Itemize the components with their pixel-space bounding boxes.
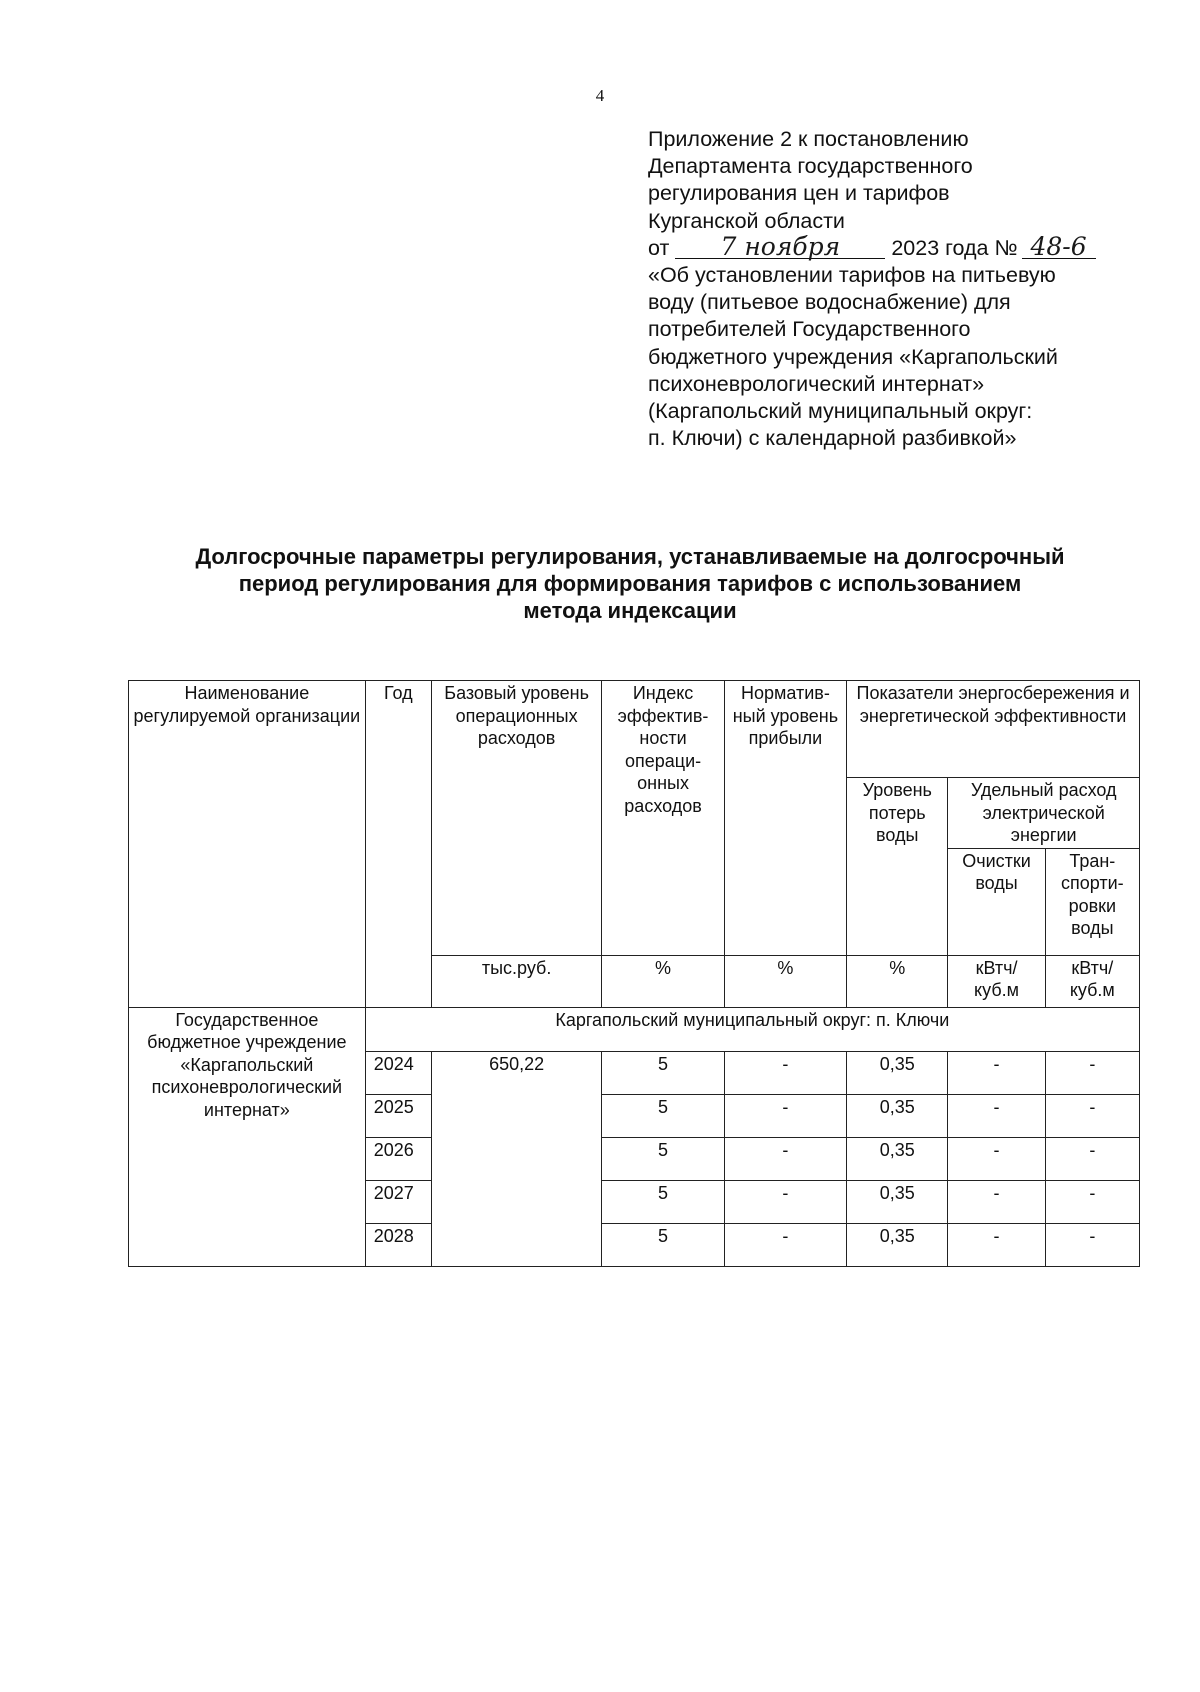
title-line: метода индексации xyxy=(523,598,737,623)
cell-transport: - xyxy=(1045,1180,1139,1223)
unit-water-transport: кВтч/ куб.м xyxy=(1045,955,1139,1007)
cell-profit: - xyxy=(724,1051,846,1094)
cell-profit: - xyxy=(724,1180,846,1223)
parameters-table xyxy=(128,680,1140,1267)
cell-year: 2025 xyxy=(365,1094,431,1137)
title-line: Долгосрочные параметры регулирования, устанавливаемые на долгосрочный xyxy=(195,544,1065,569)
cell-transport: - xyxy=(1045,1094,1139,1137)
annex-line: бюджетного учреждения «Каргапольский xyxy=(648,344,1058,369)
cell-transport: - xyxy=(1045,1137,1139,1180)
unit-normative-profit: % xyxy=(724,955,846,1007)
annex-date-line xyxy=(648,231,1168,262)
annex-line: (Каргапольский муниципальный округ: xyxy=(648,399,1033,424)
document-title xyxy=(140,543,1120,624)
header-base-level: Базовый уровень операционных расходов xyxy=(431,681,602,956)
header-water-loss: Уровень потерь воды xyxy=(847,778,948,956)
cell-transport: - xyxy=(1045,1223,1139,1266)
header-year: Год xyxy=(365,681,431,1008)
cell-treatment: - xyxy=(948,1094,1045,1137)
cell-year: 2026 xyxy=(365,1137,431,1180)
annex-line: Приложение 2 к постановлению xyxy=(648,127,969,151)
cell-base-level: 650,22 xyxy=(431,1051,602,1266)
date-prefix: от xyxy=(648,235,670,260)
territory-row: Каргапольский муниципальный округ: п. Ключи xyxy=(365,1007,1139,1051)
cell-index: 5 xyxy=(602,1051,724,1094)
header-efficiency-index: Индекс эффектив-ности операци-онных расходов xyxy=(602,681,724,956)
unit-water-treatment: кВтч/ куб.м xyxy=(948,955,1045,1007)
cell-index: 5 xyxy=(602,1223,724,1266)
annex-line: п. Ключи) с календарной разбивкой» xyxy=(648,426,1017,451)
annex-line: «Об установлении тарифов на питьевую xyxy=(648,263,1056,288)
header-org-name: Наименование регулируемой организации xyxy=(129,681,366,1008)
annex-line: Департамента государственного xyxy=(648,154,973,179)
header-specific-consumption: Удельный расход электрической энергии xyxy=(948,778,1140,849)
unit-base-level: тыс.руб. xyxy=(431,955,602,1007)
header-energy-indicators: Показатели энергосбережения и энергетической эффективности xyxy=(847,681,1140,778)
organization-name: Государственное бюджетное учреждение «Каргапольский психоневрологический интернат» xyxy=(129,1007,366,1266)
cell-treatment: - xyxy=(948,1137,1045,1180)
cell-treatment: - xyxy=(948,1223,1045,1266)
cell-transport: - xyxy=(1045,1051,1139,1094)
year-text: 2023 года № xyxy=(891,235,1018,260)
cell-treatment: - xyxy=(948,1180,1045,1223)
cell-loss: 0,35 xyxy=(847,1094,948,1137)
cell-loss: 0,35 xyxy=(847,1137,948,1180)
annex-line: воду (питьевое водоснабжение) для xyxy=(648,290,1011,315)
annex-line: Курганской области xyxy=(648,208,845,233)
annex-line: потребителей Государственного xyxy=(648,317,971,342)
cell-loss: 0,35 xyxy=(847,1180,948,1223)
header-normative-profit: Норматив-ный уровень прибыли xyxy=(724,681,846,956)
unit-water-loss: % xyxy=(847,955,948,1007)
unit-efficiency-index: % xyxy=(602,955,724,1007)
header-water-transport: Тран-спорти-ровки воды xyxy=(1045,848,1139,955)
page-number: 4 xyxy=(595,86,605,105)
cell-profit: - xyxy=(724,1137,846,1180)
cell-profit: - xyxy=(724,1094,846,1137)
cell-loss: 0,35 xyxy=(847,1051,948,1094)
cell-year: 2024 xyxy=(365,1051,431,1094)
handwritten-number: 48-6 xyxy=(1022,236,1096,259)
cell-index: 5 xyxy=(602,1137,724,1180)
title-line: период регулирования для формирования тарифов с использованием xyxy=(238,571,1022,596)
annex-block xyxy=(648,126,1168,452)
handwritten-date: 7 ноября xyxy=(675,236,885,259)
annex-line: психоневрологический интернат» xyxy=(648,371,985,396)
cell-loss: 0,35 xyxy=(847,1223,948,1266)
cell-treatment: - xyxy=(948,1051,1045,1094)
header-water-treatment: Очистки воды xyxy=(948,848,1045,955)
annex-line: регулирования цен и тарифов xyxy=(648,181,950,206)
cell-index: 5 xyxy=(602,1094,724,1137)
cell-profit: - xyxy=(724,1223,846,1266)
cell-index: 5 xyxy=(602,1180,724,1223)
cell-year: 2027 xyxy=(365,1180,431,1223)
cell-year: 2028 xyxy=(365,1223,431,1266)
